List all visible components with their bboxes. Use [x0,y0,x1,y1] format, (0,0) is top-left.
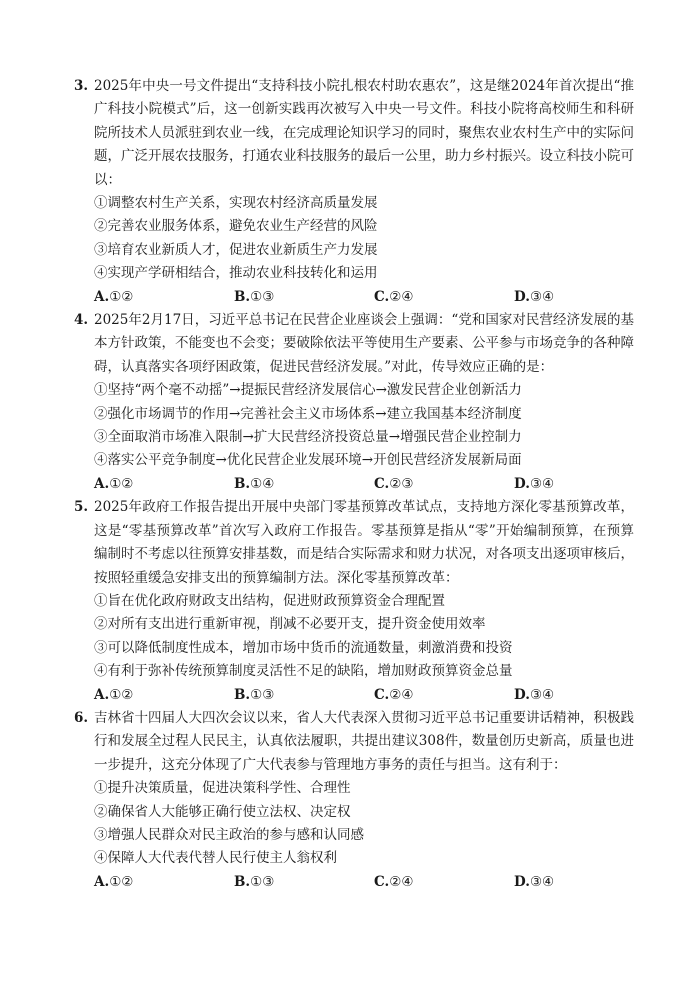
statement-3: ③可以降低制度性成本，增加市场中货币的流通数量，刺激消费和投资 [94,639,513,656]
choice-a[interactable]: A.①② [94,873,134,890]
answer-choices [74,473,634,496]
question-4 [74,309,634,496]
choice-b[interactable]: B.①③ [234,686,275,703]
question-number: 6. [74,709,89,726]
choice-a[interactable]: A.①② [94,686,134,703]
choice-c[interactable]: C.②④ [374,288,414,305]
question-5 [74,496,634,707]
choice-d[interactable]: D.③④ [514,873,555,890]
choice-c[interactable]: C.②④ [374,686,414,703]
statement-3: ③增强人民群众对民主政治的参与感和认同感 [94,826,364,843]
question-text: 2025年政府工作报告提出开展中央部门零基预算改革试点，支持地方深化零基预算改革，这是“零基预算改革”首次写入政府工作报告。零基预算是指从“零”开始编制预算，在预算编制时不考虑以往预算安排基数，而是结合实际需求和财力状况，对各项支出逐项审核后，按照轻重缓急安排支出的预算编制方法。深化零基预算改革： [94,499,634,586]
choice-d[interactable]: D.③④ [514,475,555,492]
statement-2: ②对所有支出进行重新审视，削减不必要开支，提升资金使用效率 [94,616,486,633]
answer-choices [74,871,634,894]
statement-1: ①调整农村生产关系，实现农村经济高质量发展 [94,195,378,212]
statement-2: ②确保省人大能够正确行使立法权、决定权 [94,803,351,820]
choice-b[interactable]: B.①③ [234,288,275,305]
statement-4: ④实现产学研相结合，推动农业科技转化和运用 [94,265,378,282]
choice-a[interactable]: A.①② [94,288,134,305]
question-stem [74,75,634,192]
statement-4: ④保障人大代表代替人民行使主人翁权利 [94,850,337,867]
statement-4: ④落实公平竞争制度→优化民营企业发展环境→开创民营经济发展新局面 [94,452,522,469]
statement-1: ①提升决策质量，促进决策科学性、合理性 [94,780,351,797]
statement-2: ②强化市场调节的作用→完善社会主义市场体系→建立我国基本经济制度 [94,405,522,422]
question-number: 3. [74,78,89,94]
question-text: 吉林省十四届人大四次会议以来，省人大代表深入贯彻习近平总书记重要讲话精神，积极践行和发展全过程人民民主，认真依法履职，共提出建议308件，数量创历史新高，质量也进一步提升，这充分体现了广大代表参与管理地方事务的责任与担当。这有利于： [94,709,634,773]
choice-c[interactable]: C.②④ [374,873,414,890]
statement-3: ③培育农业新质人才，促进农业新质生产力发展 [94,241,378,258]
question-text: 2025年中央一号文件提出“支持科技小院扎根农村助农惠农”，这是继2024年首次提出“推广科技小院模式”后，这一创新实践再次被写入中央一号文件。科技小院将高校师生和科研院所技术人员派驻到农业一线，在完成理论知识学习的同时，聚焦农业农村生产中的实际问题，广泛开展农技服务，打通农业科技服务的最后一公里，助力乡村振兴。设立科技小院可以： [94,78,634,188]
question-6 [74,707,634,894]
statement-3: ③全面取消市场准入限制→扩大民营经济投资总量→增强民营企业控制力 [94,429,522,446]
question-stem [74,309,634,379]
question-stem [74,496,634,590]
choice-a[interactable]: A.①② [94,475,134,492]
answer-choices [74,286,634,309]
choice-b[interactable]: B.①④ [234,475,275,492]
statement-1: ①坚持“两个毫不动摇”→提振民营经济发展信心→激发民营企业创新活力 [94,382,522,399]
statement-2: ②完善农业服务体系，避免农业生产经营的风险 [94,218,378,235]
choice-c[interactable]: C.②③ [374,475,414,492]
statement-1: ①旨在优化政府财政支出结构，促进财政预算资金合理配置 [94,592,445,609]
exam-page [74,75,634,894]
choice-b[interactable]: B.①③ [234,873,275,890]
choice-d[interactable]: D.③④ [514,686,555,703]
question-number: 5. [74,499,89,516]
question-stem [74,707,634,777]
statement-4: ④有利于弥补传统预算制度灵活性不足的缺陷，增加财政预算资金总量 [94,663,513,680]
answer-choices [74,684,634,707]
question-number: 4. [74,312,89,329]
question-3 [74,75,634,309]
question-text: 2025年2月17日，习近平总书记在民营企业座谈会上强调：“党和国家对民营经济发展的基本方针政策，不能变也不会变；要破除依法平等使用生产要素、公平参与市场竞争的各种障碍，认真落实各项纾困政策，促进民营经济发展。”对此，传导效应正确的是： [94,312,634,375]
choice-d[interactable]: D.③④ [514,288,555,305]
